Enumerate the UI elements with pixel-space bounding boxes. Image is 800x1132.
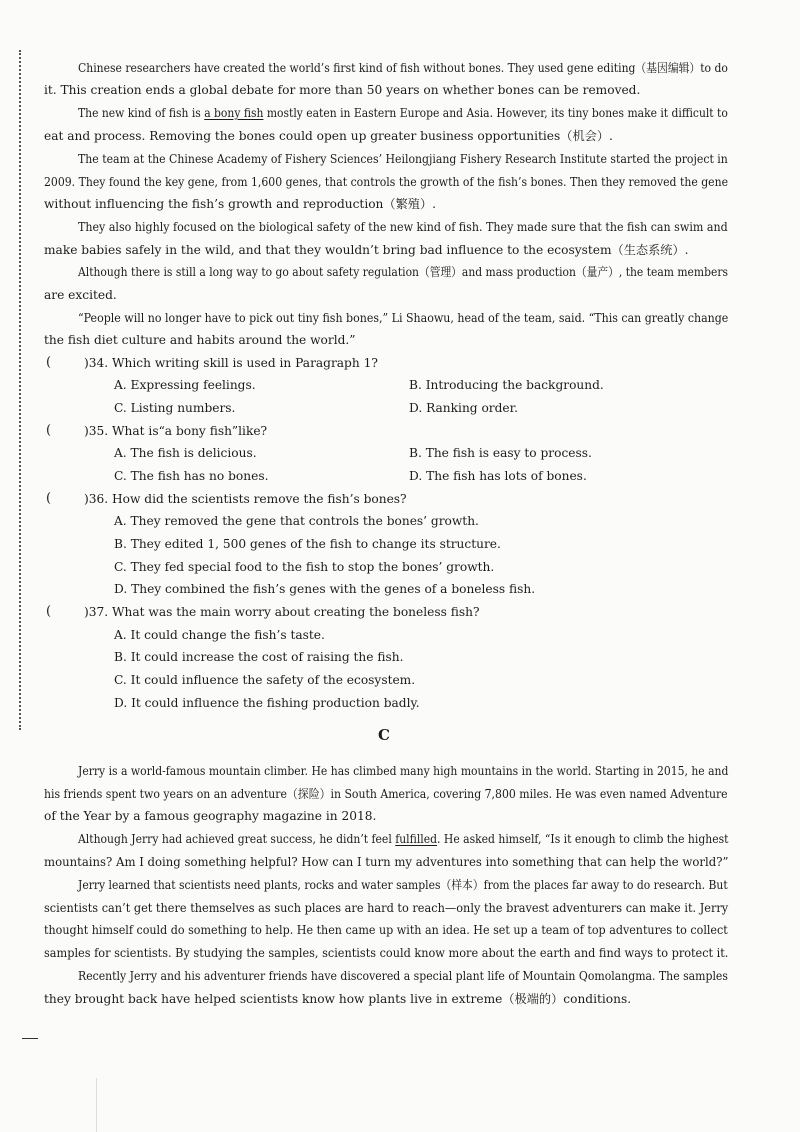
section-c-p3-line2: scientists can’t get there themselves as such places are hard to reach—only the bravest adventurers can make it. Jerry [44,901,729,915]
q37-option-d[interactable]: D. It could influence the fishing production badly. [114,696,420,710]
passage-b-p3-line3: without influencing the fish’s growth and reproduction（繁殖）. [44,197,437,211]
section-c-p4-line1: Recently Jerry and his adventurer friends have discovered a special plant life of Mountain Qomolangma. The samples [78,969,728,983]
section-c-p2-line2: mountains? Am I doing something helpful? How can I turn my adventures into something that can help the world?” [44,855,729,869]
passage-b-p6-line2: the fish diet culture and habits around the world.” [44,333,356,347]
passage-b-p2-text-b: mostly eaten in Eastern Europe and Asia. However, its tiny bones make it difficult to [263,106,728,120]
q36-option-b[interactable]: B. They edited 1, 500 genes of the fish to change its structure. [114,537,501,551]
section-c-p2-text-a: Although Jerry had achieved great success, he didn’t feel [78,832,396,846]
passage-b-p3-line1: The team at the Chinese Academy of Fishery Sciences’ Heilongjiang Fishery Research Institute started the project in [78,152,728,166]
q37-option-c[interactable]: C. It could influence the safety of the ecosystem. [114,673,416,687]
passage-b-p2-text-a: The new kind of fish is [78,106,205,120]
q34-option-a[interactable]: A. Expressing feelings. [114,378,256,392]
passage-b-p2-line1 [78,105,728,121]
question-35-stem: )35. What is“a bony fish”like? [84,424,268,438]
section-c-p2-line1 [78,831,728,847]
q35-option-b[interactable]: B. The fish is easy to process. [409,446,592,460]
section-c-p3-line3: thought himself could do something to help. He then came up with an idea. He set up a team of top adventures to collect [44,923,728,937]
q34-option-c[interactable]: C. Listing numbers. [114,401,236,415]
underlined-word-fulfilled: fulfilled [395,832,438,846]
section-c-p1-line3: of the Year by a famous geography magazine in 2018. [44,809,377,823]
section-c-heading: C [378,726,390,744]
q37-option-b[interactable]: B. It could increase the cost of raising the fish. [114,650,404,664]
q35-option-a[interactable]: A. The fish is delicious. [114,446,257,460]
section-c-p3-line4: samples for scientists. By studying the samples, scientists could know more about the earth and find ways to protect it. [44,946,729,960]
passage-b-p5-line2: are excited. [44,288,117,302]
q36-option-d[interactable]: D. They combined the fish’s genes with the genes of a boneless fish. [114,582,536,596]
passage-b-p6-line1: “People will no longer have to pick out tiny fish bones,” Li Shaowu, head of the team, said. “This can greatly change [78,311,729,325]
q34-option-b[interactable]: B. Introducing the background. [409,378,604,392]
q36-option-c[interactable]: C. They fed special food to the fish to stop the bones’ growth. [114,560,495,574]
question-37-stem: )37. What was the main worry about creating the boneless fish? [84,605,480,619]
answer-paren-36[interactable]: ( [46,491,52,506]
passage-b-p4-line1: They also highly focused on the biological safety of the new kind of fish. They made sure that the fish can swim and [78,220,728,234]
q35-option-d[interactable]: D. The fish has lots of bones. [409,469,587,483]
answer-paren-37[interactable]: ( [46,604,52,619]
margin-dash-mark [22,1038,38,1039]
passage-b-p4-line2: make babies safely in the wild, and that they wouldn’t bring bad influence to the ecosystem（生态系统）. [44,243,689,257]
q35-option-c[interactable]: C. The fish has no bones. [114,469,269,483]
passage-b-p3-line2: 2009. They found the key gene, from 1,600 genes, that controls the growth of the fish’s bones. Then they removed the gene [44,175,729,189]
underlined-phrase-bony-fish: a bony fish [204,106,264,120]
section-c-p3-line1: Jerry learned that scientists need plants, rocks and water samples（样本）from the places far away to do research. But [78,878,728,892]
q36-option-a[interactable]: A. They removed the gene that controls the bones’ growth. [114,514,479,528]
passage-b-p1-line1: Chinese researchers have created the world’s first kind of fish without bones. They used gene editing（基因编辑）to do [78,61,728,75]
section-c-p2-text-b: . He asked himself, “Is it enough to climb the highest [437,832,729,846]
q37-option-a[interactable]: A. It could change the fish’s taste. [114,628,325,642]
section-c-p1-line2: his friends spent two years on an adventure（探险）in South America, covering 7,800 miles. He was even named Adventure [44,787,728,801]
passage-b-p1-line2: it. This creation ends a global debate for more than 50 years on whether bones can be removed. [44,83,641,97]
answer-paren-34[interactable]: ( [46,355,52,370]
passage-b-p2-line2: eat and process. Removing the bones could open up greater business opportunities（机会）. [44,129,613,143]
passage-b-p5-line1: Although there is still a long way to go about safety regulation（管理）and mass production（量产）, the team members [78,265,728,279]
answer-paren-35[interactable]: ( [46,423,52,438]
question-34-stem: )34. Which writing skill is used in Paragraph 1? [84,356,378,370]
section-c-p1-line1: Jerry is a world-famous mountain climber. He has climbed many high mountains in the world. Starting in 2015, he and [78,764,729,778]
faint-scan-line [96,1078,97,1132]
question-36-stem: )36. How did the scientists remove the fish’s bones? [84,492,407,506]
section-c-p4-line2: they brought back have helped scientists know how plants live in extreme（极端的）conditions. [44,992,632,1006]
q34-option-d[interactable]: D. Ranking order. [409,401,519,415]
